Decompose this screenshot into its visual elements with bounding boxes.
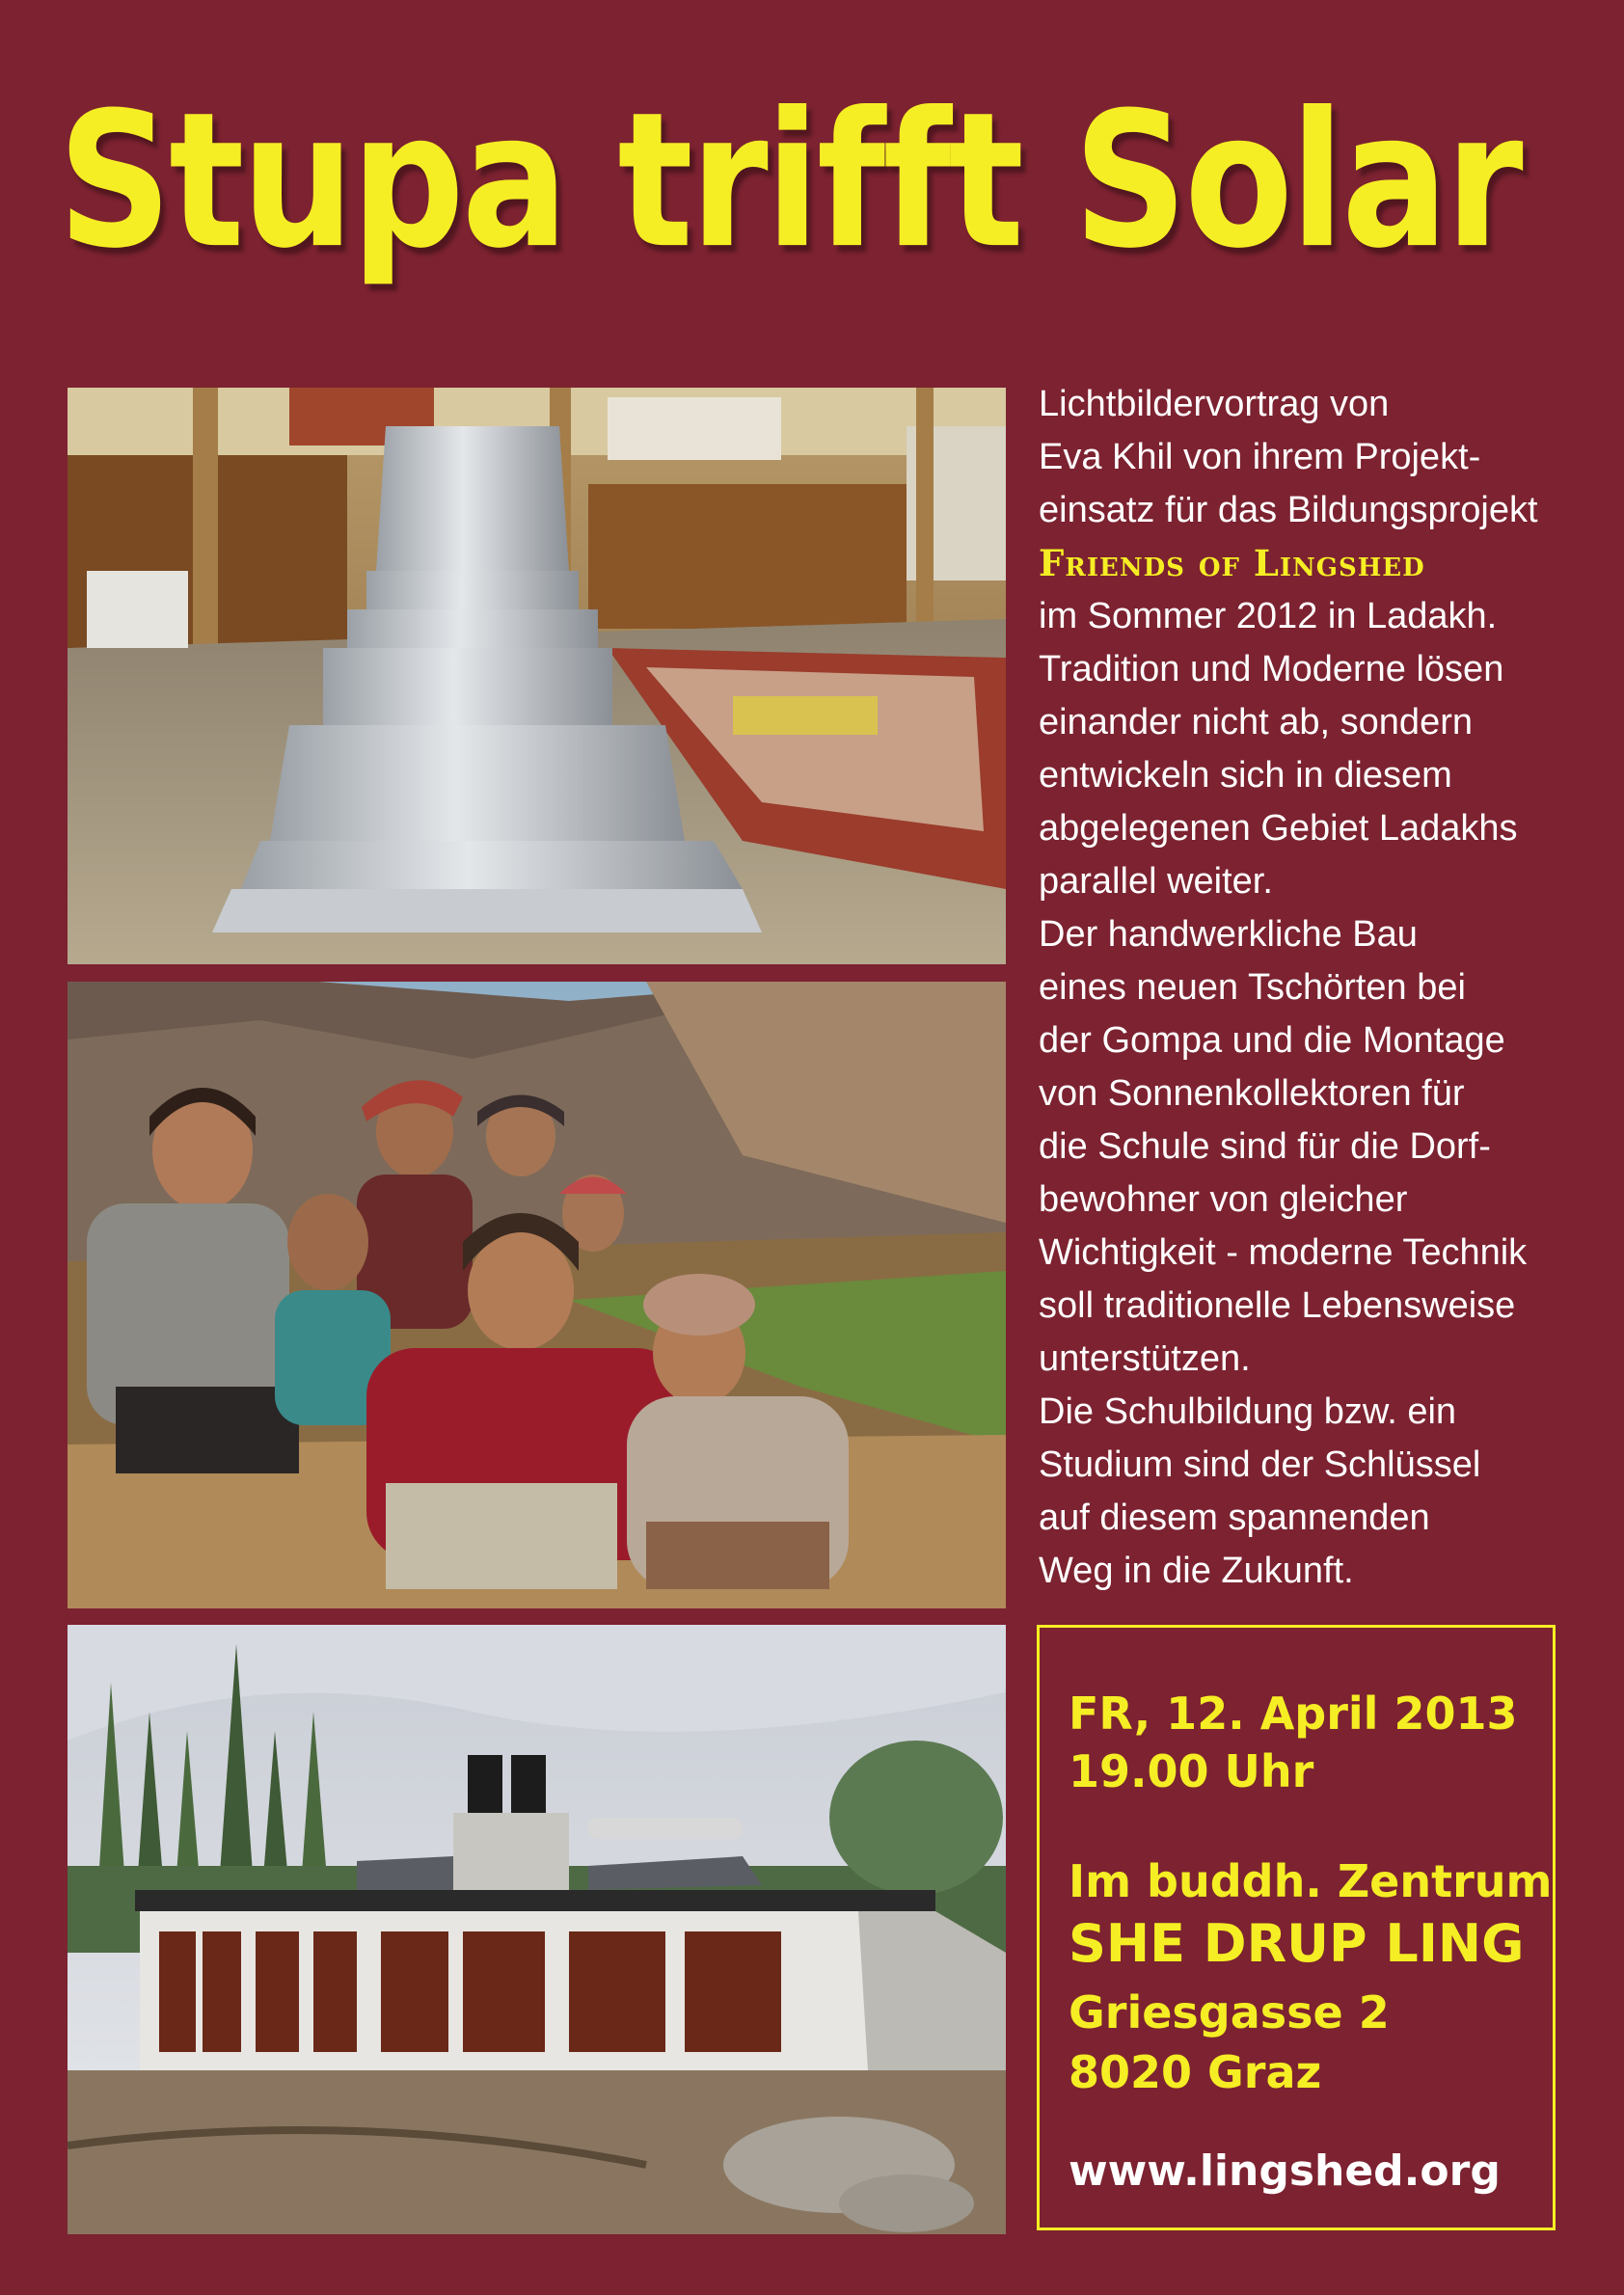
description-line: eines neuen Tschörten bei [1039,967,1466,1008]
event-time: 19.00 Uhr [1069,1745,1314,1797]
organization-name: Friends of Lingshed [1039,542,1425,584]
event-info-box [1037,1625,1556,2230]
description-line: von Sonnenkollektoren für [1039,1073,1465,1114]
description-line: Studium sind der Schlüssel [1039,1444,1481,1485]
description-line: soll traditionelle Lebensweise [1039,1285,1516,1326]
stupa-photo [68,388,1006,964]
description-line: die Schule sind für die Dorf- [1039,1126,1491,1167]
poster-title: Stupa trifft Solar [58,71,1521,290]
description-line: Der handwerkliche Bau [1039,914,1418,955]
description-line: einsatz für das Bildungsprojekt [1039,490,1538,530]
description-line: abgelegenen Gebiet Ladakhs [1039,808,1518,849]
event-date: FR, 12. April 2013 [1069,1688,1518,1740]
venue-city: 8020 Graz [1069,2046,1322,2098]
description-line: einander nicht ab, sondern [1039,702,1473,742]
description-line: Die Schulbildung bzw. ein [1039,1391,1457,1432]
description-line: auf diesem spannenden [1039,1498,1430,1538]
description-line: Weg in die Zukunft. [1039,1551,1354,1591]
description-line: Lichtbildervortrag von [1039,384,1390,424]
description-text [1039,378,1593,1598]
description-line: entwickeln sich in diesem [1039,755,1452,796]
school-building-photo [68,1625,1006,2234]
description-line: parallel weiter. [1039,861,1273,902]
description-line: unterstützen. [1039,1338,1251,1379]
children-photo [68,982,1006,1608]
description-line: im Sommer 2012 in Ladakh. [1039,596,1498,636]
description-line: bewohner von gleicher [1039,1179,1408,1220]
website-link[interactable]: www.lingshed.org [1069,2146,1501,2196]
description-line: Eva Khil von ihrem Projekt- [1039,437,1481,477]
venue-street: Griesgasse 2 [1069,1986,1390,2038]
description-line: der Gompa und die Montage [1039,1020,1505,1061]
venue-name: SHE DRUP LING [1069,1913,1525,1974]
description-line: Tradition und Moderne lösen [1039,649,1504,689]
description-line: Wichtigkeit - moderne Technik [1039,1232,1528,1273]
venue-intro: Im buddh. Zentrum [1069,1855,1553,1907]
